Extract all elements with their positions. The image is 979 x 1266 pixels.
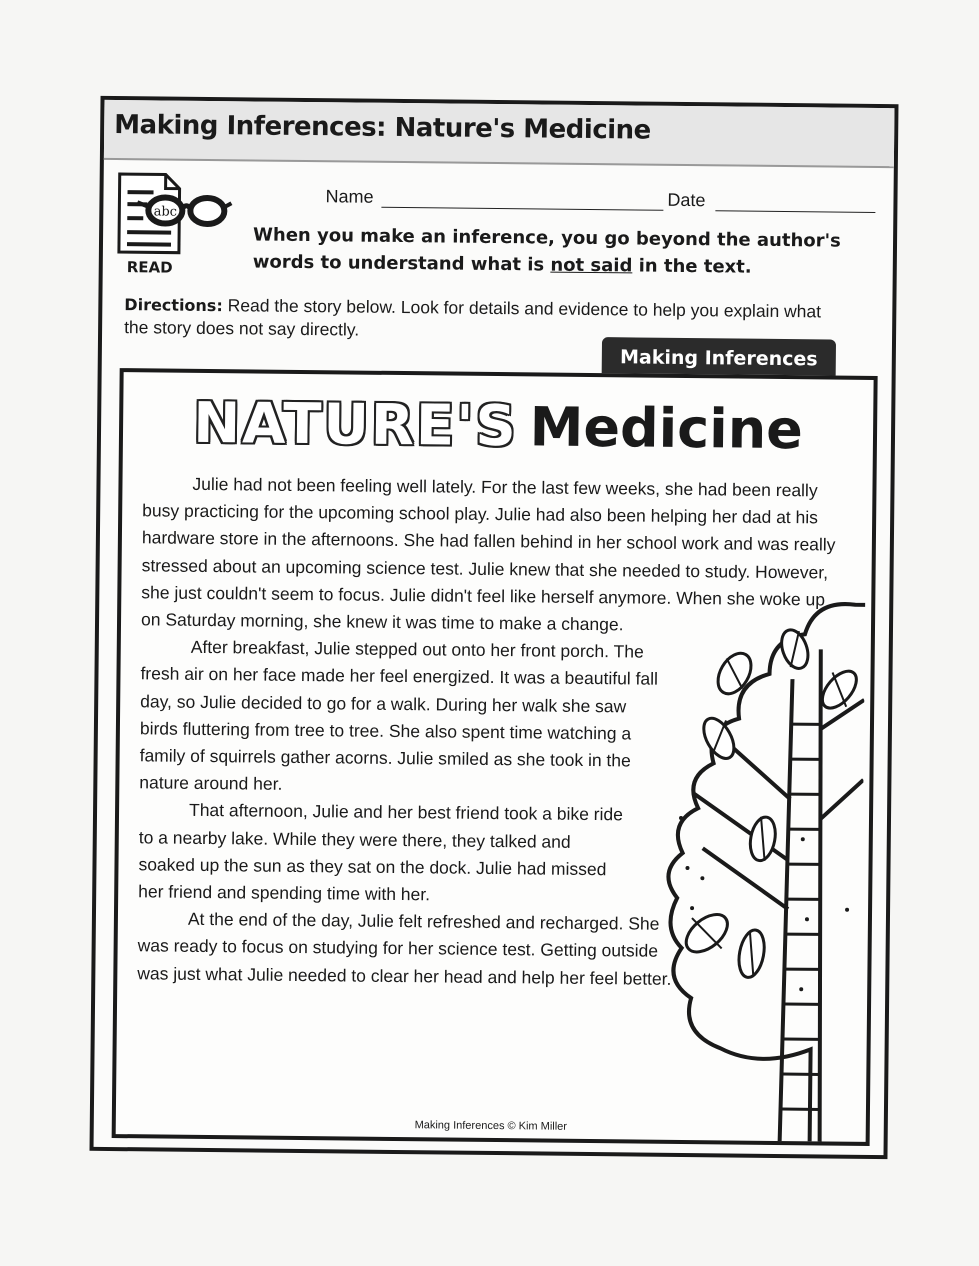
story-title-part1: NATURE'S [193, 390, 519, 460]
intro-statement [253, 221, 874, 281]
name-date-row [325, 186, 885, 218]
story-paragraph-2: After breakfast, Julie stepped out onto her front porch. The fresh air on her face made her feel energized. It was a beautiful fall day, so Julie decided to go for a walk. During her walk she saw birds fluttering from tree to tree. She also spent time watching a family of squirrels gather acorns. Julie smiled as she took in the nature around her. [139, 637, 659, 795]
directions-text: Read the story below. Look for details and evidence to help you explain what the story does not say directly. [124, 295, 822, 340]
intro-text-2: in the text. [632, 255, 752, 278]
read-label: READ [126, 258, 173, 277]
story-box [112, 368, 878, 1146]
glasses-text: abc [153, 204, 178, 220]
story-paragraph-1: Julie had not been feeling well lately. For the last few weeks, she had been really busy practicing for the upcoming school play. Julie had also been helping her dad at his hardware store in the afternoons. She had fallen behind in her school work and was really stressed about an upcoming science test. Julie knew that she needed to study. However, she just couldn't seem to focus. Julie didn't feel like herself anymore. When she woke up on Saturday morning, she knew it was time to make a change. [140, 473, 836, 635]
name-field[interactable] [381, 207, 663, 211]
date-label: Date [667, 189, 706, 211]
category-tag: Making Inferences [602, 337, 836, 379]
story-paragraph-4: At the end of the day, Julie felt refreshed and recharged. She was ready to focus on studying for her science test. Getting outside was just what Julie needed to clear her head and help her feel better. [137, 909, 672, 989]
footer-credit: Making Inferences © Kim Miller [414, 1119, 568, 1133]
title-bar [104, 100, 895, 168]
story-text [137, 470, 852, 994]
page-title: Making Inferences: Nature's Medicine [114, 109, 651, 146]
story-title-part2: Medicine [529, 395, 804, 462]
intro-text-1: When you make an inference, you go beyond the author's words to understand what is [252, 224, 841, 276]
story-paragraph-3: That afternoon, Julie and her best friend took a bike ride to a nearby lake. While they were there, they talked and soaked up the sun as they sat on the dock. Julie had missed her friend and spending time with her. [138, 800, 624, 905]
name-label: Name [325, 186, 374, 207]
date-field[interactable] [715, 210, 875, 213]
worksheet [89, 96, 898, 1159]
story-title [123, 390, 874, 463]
directions-label: Directions: [124, 295, 223, 316]
intro-emphasis: not said [550, 254, 633, 277]
